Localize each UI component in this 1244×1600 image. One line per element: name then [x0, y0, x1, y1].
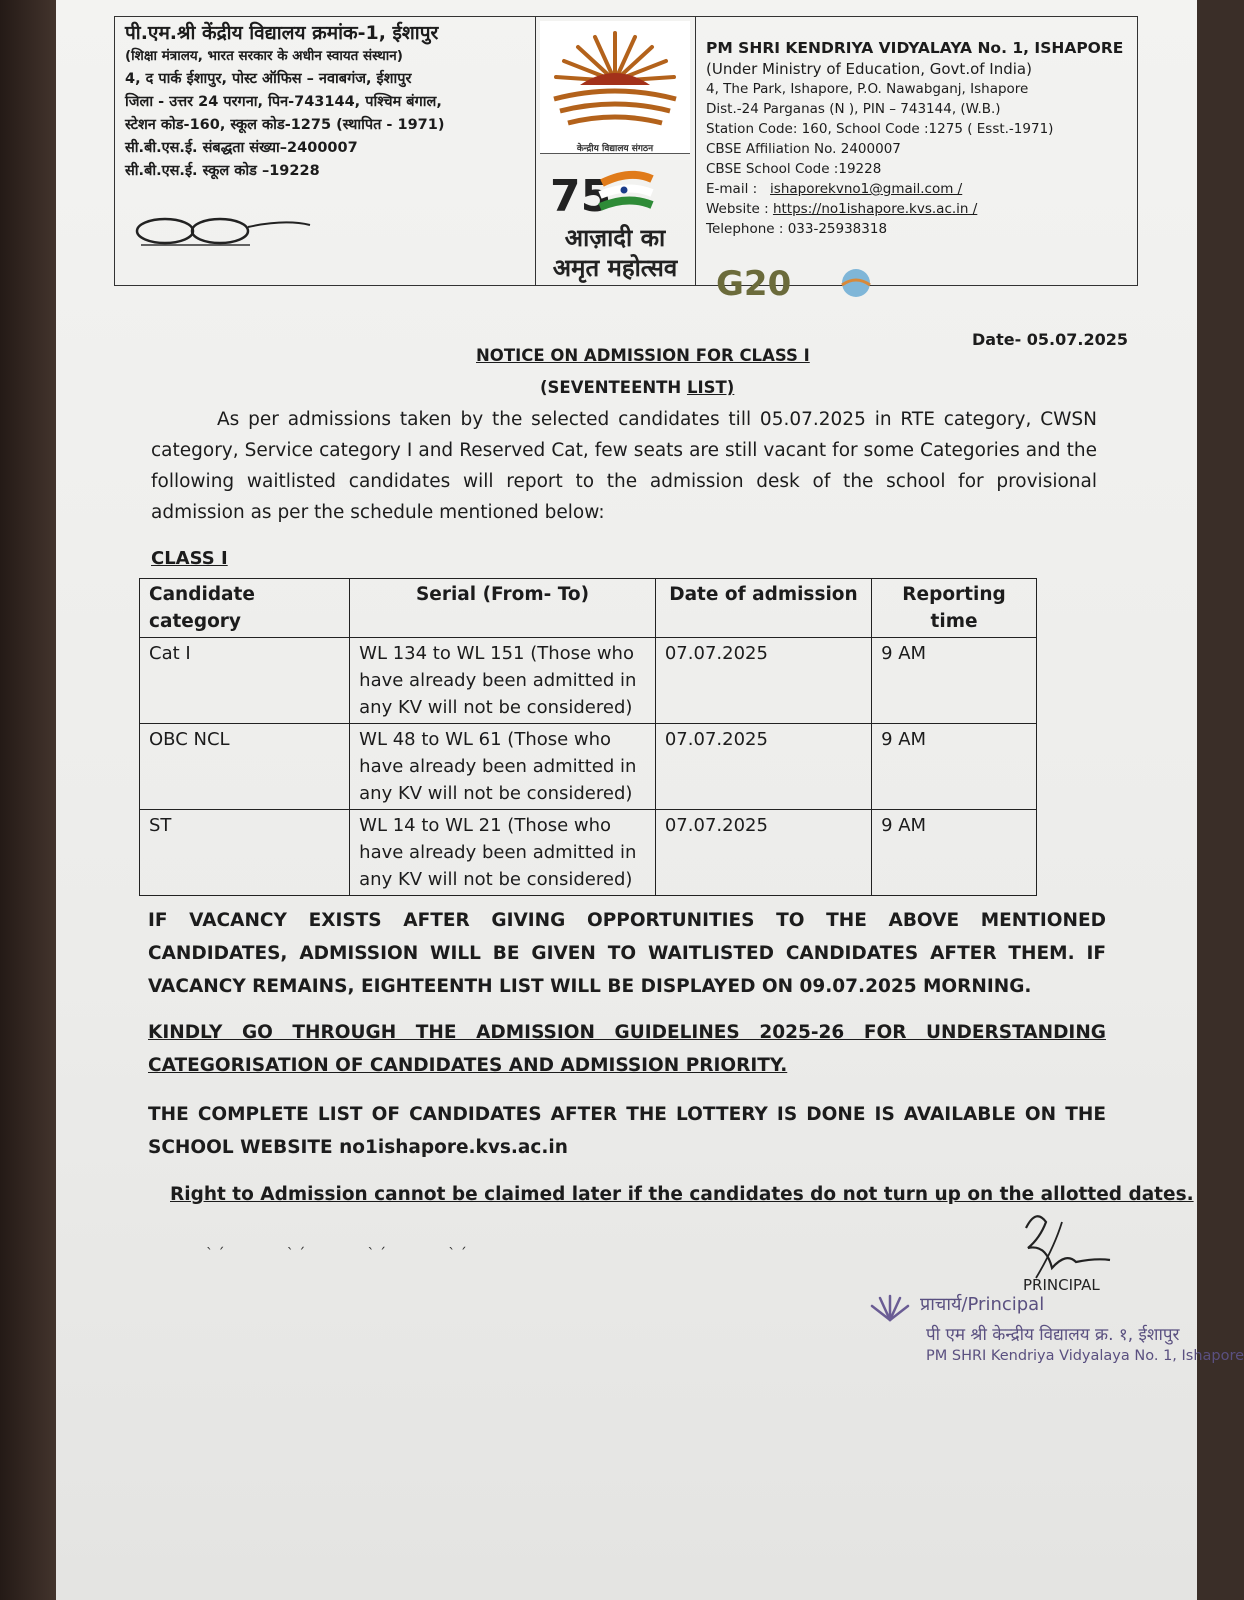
cell-time: 9 AM	[872, 638, 1037, 724]
azadi-number: 75	[550, 171, 612, 222]
email-link[interactable]: ishaporekvno1@gmail.com /	[770, 181, 963, 197]
hindi-line: सी.बी.एस.ई. स्कूल कोड –19228	[125, 163, 320, 179]
hindi-line: 4, द पार्क ईशापुर, पोस्ट ऑफिस – नवाबगंज, ईशापुर	[125, 71, 412, 87]
complete-list-note: THE COMPLETE LIST OF CANDIDATES AFTER THE LOTTERY IS DONE IS AVAILABLE ON THE SCHOOL WEBSITE no1ishapore.kvs.ac.in	[148, 1104, 1106, 1158]
website-label: Website :	[706, 201, 769, 217]
azadi-line1: आज़ादी का	[564, 224, 666, 252]
notice-title: NOTICE ON ADMISSION FOR CLASS I	[476, 346, 810, 365]
website-link[interactable]: https://no1ishapore.kvs.ac.in /	[772, 201, 978, 217]
column-header: Date of admission	[655, 579, 871, 638]
g20-logo-icon	[716, 264, 906, 304]
paragraph-text: As per admissions taken by the selected candidates till 05.07.2025 in RTE category, CWSN category, Service category I and Reserved Cat, few seats are still vacant for some Categories and the following waitlisted candidates will report to the admission desk of the school for provisional admission as per the schedule mentioned below:	[151, 409, 1097, 523]
table-row	[140, 810, 1037, 896]
class-label: CLASS I	[151, 548, 228, 569]
subtitle-part-underlined: LIST)	[686, 378, 735, 397]
azadi-ka-amrit-mahotsav-logo	[540, 163, 690, 283]
stamp-line2: पी एम श्री केन्द्रीय विद्यालय क्र. १, ईशापुर	[926, 1325, 1180, 1345]
letterhead	[114, 16, 1138, 304]
english-line: Station Code: 160, School Code :1275 ( Esst.-1971)	[706, 121, 1054, 137]
email-row	[706, 179, 1127, 199]
kvs-caption: केन्द्रीय विद्यालय संगठन	[576, 144, 654, 154]
vacancy-note: IF VACANCY EXISTS AFTER GIVING OPPORTUNITIES TO THE ABOVE MENTIONED CANDIDATES, ADMISSION WILL BE GIVEN TO WAITLISTED CANDIDATES AFTER THEM. IF VACANCY REMAINS, EIGHTEENTH LIST WILL BE DISPLAYED ON 09.07.2025 MORNING.	[148, 910, 1106, 997]
telephone: Telephone : 033-25938318	[706, 221, 888, 237]
guidelines-note: KINDLY GO THROUGH THE ADMISSION GUIDELINES 2025-26 FOR UNDERSTANDING CATEGORISATION OF CANDIDATES AND ADMISSION PRIORITY.	[148, 1022, 1106, 1076]
letterhead-logos	[536, 17, 696, 285]
cell-serial: WL 48 to WL 61 (Those who have already been admitted in any KV will not be considered)	[350, 724, 656, 810]
table-header-row	[140, 579, 1037, 638]
letterhead-hindi	[115, 17, 536, 285]
cell-time: 9 AM	[872, 724, 1037, 810]
pen-marks: ˎ ˏ ˎ ˏ ˎ ˏ ˎ ˏ	[206, 1234, 467, 1250]
cell-date: 07.07.2025	[655, 638, 871, 724]
admission-table	[139, 578, 1037, 896]
cell-category: ST	[140, 810, 350, 896]
column-header: Serial (From- To)	[350, 579, 656, 638]
azadi-flag-icon	[540, 163, 690, 223]
g20-text: G20	[716, 264, 792, 304]
letterhead-english	[696, 17, 1137, 304]
website-row	[706, 199, 1127, 219]
english-title: PM SHRI KENDRIYA VIDYALAYA No. 1, ISHAPORE	[706, 39, 1124, 57]
cell-time: 9 AM	[872, 810, 1037, 896]
subtitle-part: (SEVENTEENTH	[540, 378, 687, 397]
cell-serial: WL 14 to WL 21 (Those who have already been admitted in any KV will not be considered)	[350, 810, 656, 896]
table-row	[140, 724, 1037, 810]
hindi-line: जिला - उत्तर 24 परगना, पिन-743144, पश्चिम बंगाल,	[125, 94, 442, 110]
stamp-line3: PM SHRI Kendriya Vidyalaya No. 1, Ishapore	[926, 1348, 1244, 1364]
column-header: Reporting time	[872, 579, 1037, 638]
kvs-sun-emblem-icon	[540, 21, 690, 139]
notice-date: Date- 05.07.2025	[972, 330, 1129, 349]
right-to-admission-note: Right to Admission cannot be claimed later if the candidates do not turn up on the allotted dates.	[170, 1184, 1194, 1205]
cell-category: OBC NCL	[140, 724, 350, 810]
hindi-title: पी.एम.श्री केंद्रीय विद्यालय क्रमांक-1, ईशापुर	[125, 22, 439, 44]
hindi-line: (शिक्षा मंत्रालय, भारत सरकार के अधीन स्वायत संस्थान)	[125, 48, 403, 64]
email-label: E-mail :	[706, 181, 758, 197]
hindi-line: स्टेशन कोड-160, स्कूल कोड-1275 (स्थापित - 1971)	[125, 117, 445, 133]
english-line: CBSE School Code :19228	[706, 161, 882, 177]
kvs-logo	[540, 21, 690, 154]
notice-paragraph	[151, 404, 1097, 528]
english-line: 4, The Park, Ishapore, P.O. Nawabganj, Ishapore	[706, 81, 1029, 97]
cell-date: 07.07.2025	[655, 810, 871, 896]
cell-serial: WL 134 to WL 151 (Those who have already been admitted in any KV will not be considered)	[350, 638, 656, 724]
notice-document	[56, 0, 1244, 1600]
notice-subtitle	[540, 378, 734, 397]
cell-date: 07.07.2025	[655, 724, 871, 810]
swachh-bharat-logo-icon	[125, 213, 325, 249]
stamp-line1: प्राचार्य/Principal	[920, 1294, 1045, 1315]
table-row	[140, 638, 1037, 724]
principal-label: PRINCIPAL	[1023, 1276, 1100, 1294]
hindi-line: सी.बी.एस.ई. संबद्धता संख्या–2400007	[125, 140, 358, 156]
azadi-line2: अमृत महोत्सव	[552, 254, 678, 282]
english-line: CBSE Affiliation No. 2400007	[706, 141, 901, 157]
english-line: (Under Ministry of Education, Govt.of India)	[706, 60, 1032, 78]
english-line: Dist.-24 Parganas (N ), PIN – 743144, (W.B.)	[706, 101, 1001, 117]
cell-category: Cat I	[140, 638, 350, 724]
column-header: Candidate category	[140, 579, 350, 638]
stamp-emblem-icon	[868, 1286, 912, 1326]
